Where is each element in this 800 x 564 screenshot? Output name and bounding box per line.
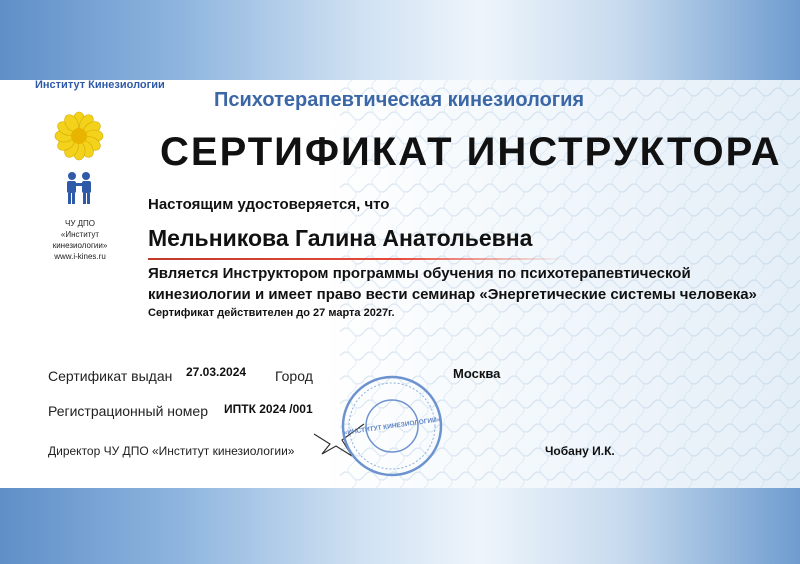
city-value: Москва: [453, 366, 501, 381]
org-website: www.i-kines.ru: [54, 252, 106, 261]
flower-icon: [55, 112, 103, 160]
certificate-intro: Настоящим удостоверяется, что: [148, 196, 390, 213]
org-line-2: «Институт: [60, 230, 100, 239]
issued-label: Сертификат выдан: [48, 368, 173, 384]
logo-arc-text: Институт Кинезиологии: [35, 79, 165, 91]
org-line-3: кинезиологии»: [52, 241, 108, 250]
official-stamp: [340, 374, 444, 478]
certificate-title: СЕРТИФИКАТ ИНСТРУКТОРА: [160, 130, 782, 174]
certificate-body-line-2: кинезиологии и имеет право вести семинар «Энергетические системы человека»: [148, 286, 757, 303]
registration-number: ИПТК 2024 /001: [224, 402, 313, 416]
bottom-decorative-band: [0, 488, 800, 564]
issued-date: 27.03.2024: [186, 365, 247, 379]
recipient-name: Мельникова Галина Анатольевна: [148, 225, 533, 251]
stamp-text: «ИНСТИТУТ КИНЕЗИОЛОГИИ»: [343, 416, 441, 437]
people-icon: [67, 172, 91, 204]
director-label: Директор ЧУ ДПО «Институт кинезиологии»: [48, 444, 295, 458]
org-line-1: ЧУ ДПО: [64, 219, 96, 228]
organization-info: [30, 218, 130, 262]
institute-logo: [35, 79, 165, 208]
name-underline: [148, 258, 568, 260]
city-label: Город: [275, 368, 313, 384]
registration-label: Регистрационный номер: [48, 403, 208, 419]
director-name: Чобану И.К.: [545, 444, 615, 458]
certificate-body-line-1: Является Инструктором программы обучения по психотерапевтической: [148, 265, 691, 282]
validity-text: Сертификат действителен до 27 марта 2027г.: [148, 307, 395, 319]
top-decorative-band: [0, 0, 800, 80]
certificate-subtitle: Психотерапевтическая кинезиология: [214, 89, 585, 111]
